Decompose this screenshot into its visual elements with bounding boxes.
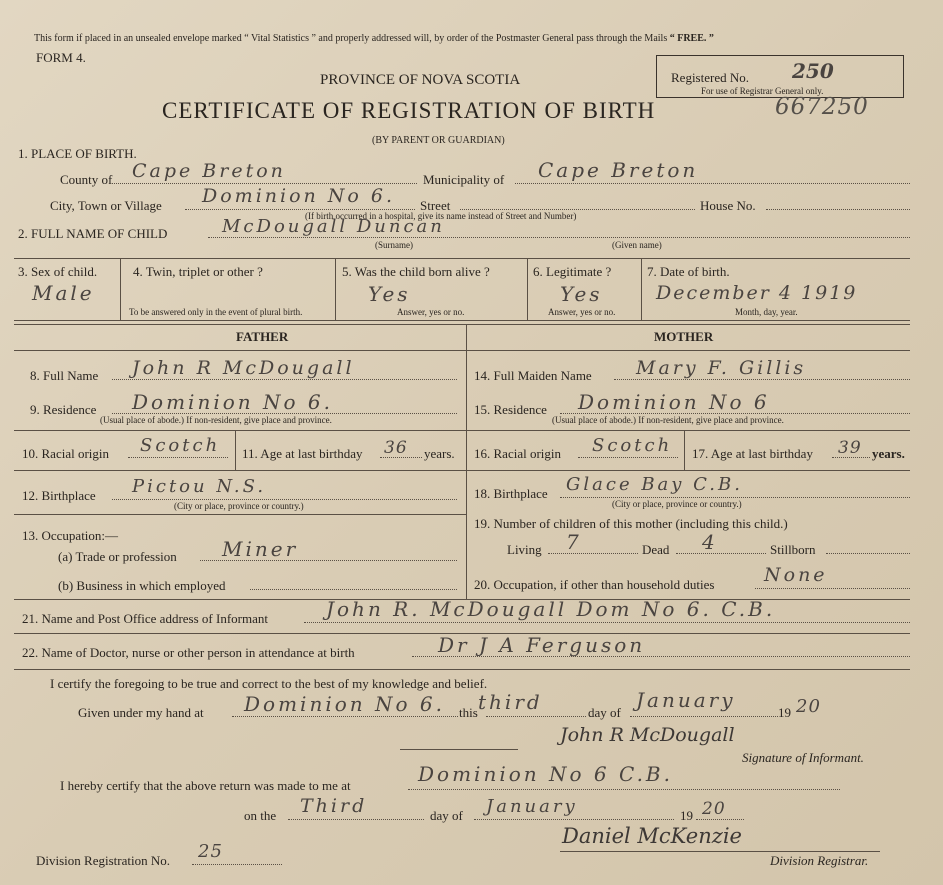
division-label: Division Registration No.	[36, 853, 170, 868]
occupation-label: 13. Occupation:—	[22, 528, 119, 543]
registrar-day-value: Third	[300, 795, 368, 817]
mother-age-years: years.	[872, 446, 905, 461]
registered-label: Registered No.	[671, 70, 749, 85]
father-age-label: 11. Age at last birthday	[242, 446, 363, 461]
living-value: 7	[566, 530, 582, 554]
municipality-label: Municipality of	[423, 172, 505, 187]
mother-occupation-value: None	[764, 564, 828, 586]
alive-label: 5. Was the child born alive ?	[342, 264, 490, 279]
division-value: 25	[198, 841, 223, 862]
registered-box	[656, 55, 904, 98]
father-residence-label: 9. Residence	[30, 402, 97, 417]
mother-racial-value: Scotch	[592, 435, 673, 456]
sex-value: Male	[32, 281, 95, 305]
given-place-value: Dominion No 6.	[244, 692, 445, 716]
father-name-label: 8. Full Name	[30, 368, 99, 383]
given-month-value: January	[636, 688, 736, 712]
mother-residence-value: Dominion No 6	[578, 390, 770, 414]
father-racial-value: Scotch	[140, 435, 221, 456]
given-name-note: (Given name)	[612, 240, 662, 250]
county-label: County of	[60, 172, 113, 187]
city-label: City, Town or Village	[50, 198, 162, 213]
certify-text: I certify the foregoing to be true and correct to the best of my knowledge and belief.	[50, 676, 488, 691]
dob-note: Month, day, year.	[735, 307, 798, 317]
trade-value: Miner	[222, 537, 299, 561]
doctor-value: Dr J A Ferguson	[438, 633, 646, 657]
father-age-years: years.	[424, 446, 455, 461]
mother-birthplace-note: (City or place, province or country.)	[612, 499, 742, 509]
postal-notice-free: “ FREE. ”	[669, 33, 714, 44]
registrar-year-value: 20	[702, 799, 726, 819]
registrar-day-of: day of	[430, 808, 463, 823]
informant-signature-label: Signature of Informant.	[742, 750, 864, 765]
subtitle: (BY PARENT OR GUARDIAN)	[372, 135, 505, 146]
alive-note: Answer, yes or no.	[397, 307, 465, 317]
day-of-label: day of	[588, 705, 621, 720]
father-residence-value: Dominion No 6.	[132, 390, 333, 414]
informant-label: 21. Name and Post Office address of Informant	[22, 611, 268, 626]
dob-value: December 4 1919	[656, 282, 858, 304]
living-label: Living	[507, 542, 542, 557]
father-birthplace-value: Pictou N.S.	[132, 476, 267, 497]
mother-age-label: 17. Age at last birthday	[692, 446, 813, 461]
mother-name-value: Mary F. Gillis	[636, 357, 807, 379]
father-heading: FATHER	[236, 329, 289, 344]
business-label: (b) Business in which employed	[58, 578, 226, 593]
doctor-label: 22. Name of Doctor, nurse or other person in attendance at birth	[22, 645, 355, 660]
municipality-value: Cape Breton	[538, 158, 699, 182]
mother-abode-note: (Usual place of abode.) If non-resident, give place and province.	[552, 415, 784, 425]
mother-racial-label: 16. Racial origin	[474, 446, 562, 461]
registrar-place-value: Dominion No 6 C.B.	[418, 762, 673, 786]
this-value: third	[478, 690, 543, 714]
city-value: Dominion No 6.	[202, 185, 396, 207]
father-birthplace-label: 12. Birthplace	[22, 488, 96, 503]
postal-notice	[34, 33, 714, 44]
twin-label: 4. Twin, triplet or other ?	[133, 264, 263, 279]
father-name-value: John R McDougall	[132, 357, 355, 379]
form-number: FORM 4.	[36, 50, 86, 65]
legitimate-label: 6. Legitimate ?	[533, 264, 612, 279]
on-the-label: on the	[244, 808, 277, 823]
registrar-use-note: For use of Registrar General only.	[701, 86, 824, 96]
father-abode-note: (Usual place of abode.) If non-resident, give place and province.	[100, 415, 332, 425]
father-age-value: 36	[384, 438, 408, 458]
dead-label: Dead	[642, 542, 670, 557]
given-label: Given under my hand at	[78, 705, 204, 720]
dead-value: 4	[702, 530, 718, 554]
mother-heading: MOTHER	[654, 329, 714, 344]
legitimate-note: Answer, yes or no.	[548, 307, 616, 317]
hospital-note: (If birth occurred in a hospital, give its name instead of Street and Number)	[305, 211, 577, 221]
mother-residence-label: 15. Residence	[474, 402, 547, 417]
this-label: this	[459, 705, 478, 720]
sex-label: 3. Sex of child.	[18, 264, 98, 279]
registered-value: 250	[792, 59, 834, 83]
informant-value: John R. McDougall Dom No 6. C.B.	[326, 597, 776, 621]
trade-label: (a) Trade or profession	[58, 549, 177, 564]
informant-signature: John R McDougall	[560, 724, 735, 746]
registrar-text: I hereby certify that the above return was made to me at	[60, 778, 351, 793]
house-label: House No.	[700, 198, 756, 213]
place-label: 1. PLACE OF BIRTH.	[18, 146, 137, 161]
mother-name-label: 14. Full Maiden Name	[474, 368, 592, 383]
certificate-number: 667250	[775, 94, 869, 120]
province-title: PROVINCE OF NOVA SCOTIA	[320, 72, 521, 88]
stillborn-label: Stillborn	[770, 542, 816, 557]
postal-notice-text: This form if placed in an unsealed envelope marked “ Vital Statistics ” and properly addressed will, by order of the Postmaster General pass through the Mails	[34, 33, 668, 44]
page-title: CERTIFICATE OF REGISTRATION OF BIRTH	[162, 98, 656, 123]
mother-age-value: 39	[838, 438, 862, 458]
registrar-year-prefix: 19	[680, 808, 693, 823]
mother-occupation-label: 20. Occupation, if other than household duties	[474, 577, 715, 592]
registrar-label: Division Registrar.	[770, 853, 869, 868]
registrar-signature: Daniel McKenzie	[562, 824, 742, 848]
registrar-month-value: January	[486, 796, 578, 817]
dob-label: 7. Date of birth.	[647, 264, 730, 279]
mother-birthplace-label: 18. Birthplace	[474, 486, 548, 501]
mother-birthplace-value: Glace Bay C.B.	[566, 474, 743, 495]
street-label: Street	[420, 198, 451, 213]
surname-note: (Surname)	[375, 240, 413, 250]
given-year-value: 20	[796, 696, 821, 717]
children-label: 19. Number of children of this mother (including this child.)	[474, 516, 788, 531]
father-racial-label: 10. Racial origin	[22, 446, 110, 461]
legitimate-value: Yes	[560, 282, 603, 306]
alive-value: Yes	[368, 282, 411, 306]
county-value: Cape Breton	[132, 160, 286, 182]
child-name-label: 2. FULL NAME OF CHILD	[18, 226, 168, 241]
given-year-prefix: 19	[778, 705, 791, 720]
child-name-value: McDougall Duncan	[222, 216, 445, 237]
father-birthplace-note: (City or place, province or country.)	[174, 501, 304, 511]
twin-note: To be answered only in the event of plural birth.	[129, 307, 303, 317]
